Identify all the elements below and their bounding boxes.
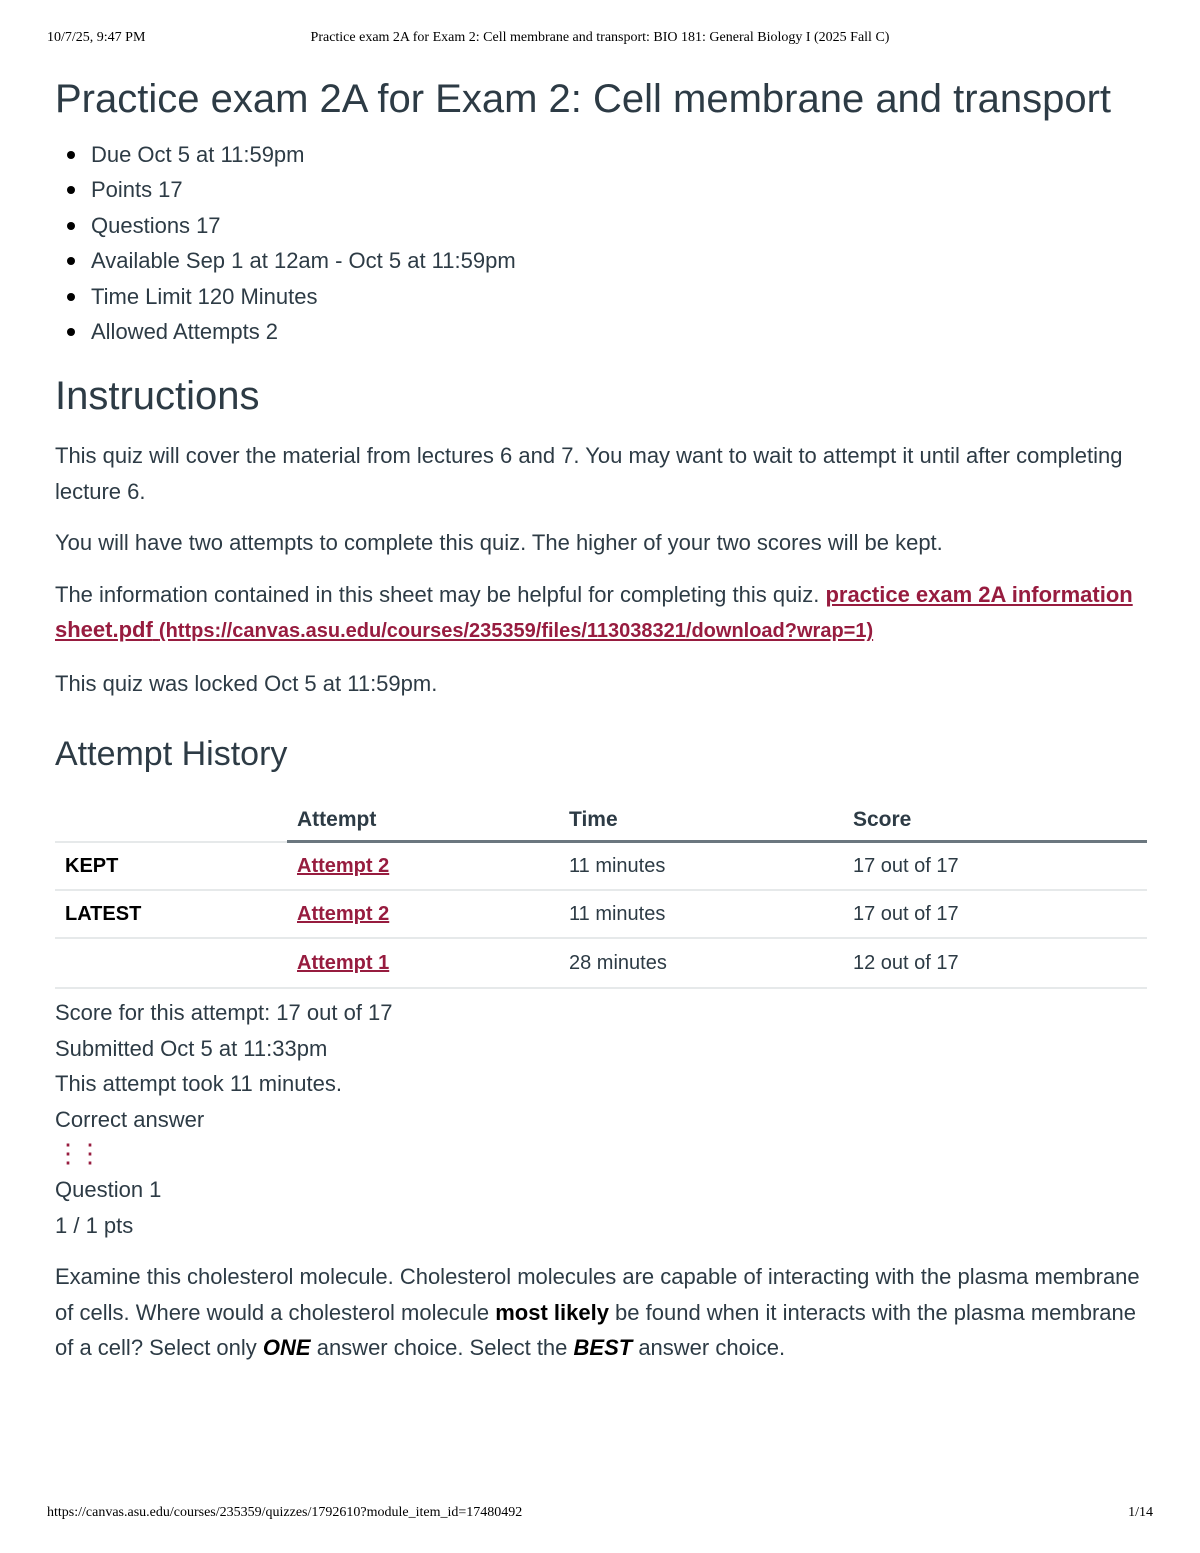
- question-text-part: answer choice. Select the: [310, 1335, 574, 1361]
- attempt-cell: [287, 938, 559, 988]
- print-url: https://canvas.asu.edu/courses/235359/quizzes/1792610?module_item_id=17480492: [47, 1505, 523, 1520]
- attempt-link[interactable]: Attempt 1: [297, 951, 390, 974]
- question-emphasis: most likely: [495, 1299, 609, 1325]
- attempt-history-heading: Attempt History: [55, 735, 288, 774]
- table-row: [55, 890, 1147, 938]
- attempt-link[interactable]: Attempt 2: [297, 854, 390, 877]
- detail-time-limit: [91, 279, 1147, 314]
- row-label: KEPT: [55, 842, 287, 891]
- instructions-paragraph: This quiz will cover the material from lectures 6 and 7. You may want to wait to attempt it until after completing lecture 6.: [55, 443, 1123, 504]
- time-cell: 11 minutes: [559, 842, 843, 891]
- attempt-summary: [55, 995, 1147, 1243]
- correct-answer-label: Correct answer: [55, 1106, 205, 1132]
- table-row: [55, 938, 1147, 988]
- question-text-part: Examine this cholesterol molecule. Cholesterol molecules are capable of interacting with the plasma membrane of cells. Where would a cholesterol molecule: [55, 1264, 1140, 1325]
- question-emphasis: BEST: [573, 1335, 633, 1361]
- detail-questions: [91, 208, 1147, 243]
- print-footer: [47, 1505, 1153, 1525]
- attempt-cell: [287, 842, 559, 891]
- question-text-part: answer choice.: [632, 1335, 786, 1361]
- question-text: [55, 1259, 1147, 1366]
- question-points: 1 / 1 pts: [55, 1212, 134, 1238]
- instructions-heading: Instructions: [55, 374, 260, 419]
- question-number: Question 1: [55, 1177, 162, 1203]
- detail-label: Available: [91, 248, 180, 274]
- attempt-duration: This attempt took 11 minutes.: [55, 1071, 342, 1097]
- detail-due: [91, 137, 1147, 172]
- attempt-link[interactable]: Attempt 2: [297, 902, 390, 925]
- print-title: Practice exam 2A for Exam 2: Cell membrane and transport: BIO 181: General Biology I (2025 Fall C): [310, 30, 890, 45]
- detail-points: [91, 172, 1147, 207]
- locked-notice: This quiz was locked Oct 5 at 11:59pm.: [55, 670, 438, 696]
- detail-allowed-attempts: [91, 314, 1147, 349]
- time-cell: 28 minutes: [559, 938, 843, 988]
- row-label: LATEST: [55, 890, 287, 938]
- column-header-time: Time: [559, 800, 843, 842]
- print-date: 10/7/25, 9:47 PM: [47, 30, 146, 45]
- quiz-title: Practice exam 2A for Exam 2: Cell membrane and transport: [55, 77, 1112, 121]
- sheet-text: The information contained in this sheet may be helpful for completing this quiz.: [55, 581, 820, 607]
- detail-label: Time Limit: [91, 283, 192, 309]
- submitted-time: Submitted Oct 5 at 11:33pm: [55, 1035, 328, 1061]
- question-text-part: be found when it interacts with the plasma membrane of a cell? Select only: [55, 1299, 1136, 1361]
- page-number: 1/14: [1128, 1505, 1153, 1520]
- detail-value: 17: [196, 212, 221, 238]
- row-label: [55, 938, 287, 988]
- score-cell: 12 out of 17: [843, 938, 1147, 988]
- column-header-attempt: Attempt: [287, 800, 559, 842]
- detail-value: Sep 1 at 12am - Oct 5 at 11:59pm: [185, 248, 516, 274]
- question-emphasis: ONE: [262, 1335, 311, 1361]
- column-header-blank: [55, 800, 287, 842]
- detail-label: Questions: [91, 212, 191, 238]
- attempt-cell: [287, 890, 559, 938]
- table-header-row: [55, 800, 1147, 842]
- score-cell: 17 out of 17: [843, 890, 1147, 938]
- quiz-content: [55, 68, 1147, 1366]
- link-text[interactable]: practice exam 2A information sheet.pdf: [55, 581, 1133, 643]
- detail-value: 120 Minutes: [197, 283, 318, 309]
- score-cell: 17 out of 17: [843, 842, 1147, 891]
- detail-value: Oct 5 at 11:59pm: [137, 142, 305, 167]
- link-url[interactable]: (https://canvas.asu.edu/courses/235359/files/113038321/download?wrap=1): [158, 620, 874, 643]
- time-cell: 11 minutes: [559, 890, 843, 938]
- detail-value: 17: [158, 177, 183, 203]
- detail-label: Points: [91, 177, 153, 203]
- instructions-paragraph: You will have two attempts to complete this quiz. The higher of your two scores will be kept.: [55, 530, 943, 556]
- attempt-score: Score for this attempt: 17 out of 17: [55, 1000, 393, 1026]
- detail-value: 2: [265, 319, 278, 345]
- quiz-details: [55, 137, 1147, 349]
- column-header-score: Score: [843, 800, 1147, 842]
- attempt-history-table: [55, 800, 1147, 989]
- print-header: [47, 30, 1153, 50]
- detail-available: [91, 243, 1147, 278]
- drag-handle-icon[interactable]: ⋮⋮: [55, 1138, 99, 1169]
- detail-label: Allowed Attempts: [91, 319, 260, 345]
- table-row: [55, 842, 1147, 891]
- instructions-paragraph: [55, 577, 1147, 650]
- detail-label: Due: [91, 142, 132, 167]
